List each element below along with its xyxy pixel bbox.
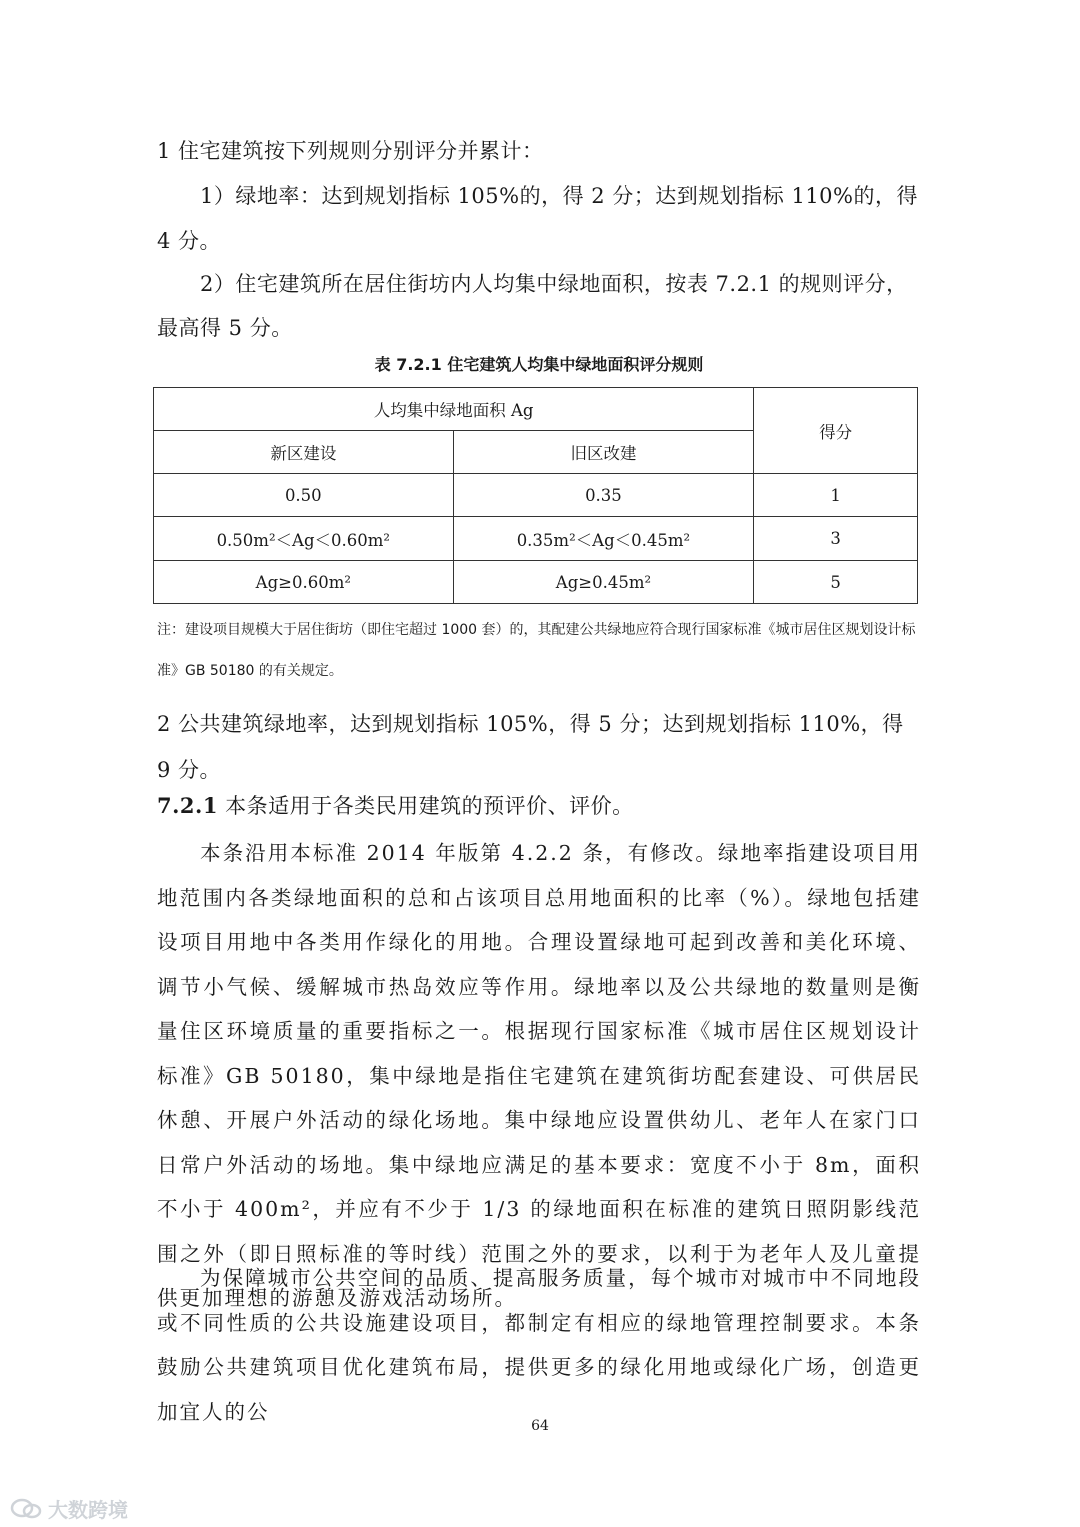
table-row — [154, 517, 918, 561]
watermark — [10, 1494, 128, 1523]
table-note: 注：建设项目规模大于居住街坊（即住宅超过 1000 套）的，其配建公共绿地应符合现行国家标准《城市居住区规划设计标准》GB 50180 的有关规定。 — [157, 622, 916, 679]
clause-7-2-1 — [157, 784, 921, 828]
rule-1-item-2: 2）住宅建筑所在居住街坊内人均集中绿地面积，按表 7.2.1 的规则评分，最高得 5 分。 — [157, 272, 908, 340]
rule-1-item-1: 1）绿地率：达到规划指标 105%的，得 2 分；达到规划指标 110%的，得 4 分。 — [157, 184, 918, 253]
rule-1-title — [157, 128, 921, 174]
table-cell: 3 — [754, 517, 918, 561]
table-row — [154, 474, 918, 517]
rule-1-title-text: 1 住宅建筑按下列规则分别评分并累计： — [157, 139, 544, 163]
table-cell: 0.50 — [154, 474, 454, 517]
new-area-header-cell: 新区建设 — [154, 431, 454, 474]
table-caption: 表 7.2.1 住宅建筑人均集中绿地面积评分规则 — [374, 355, 704, 374]
watermark-text: 大数跨境 — [48, 1498, 128, 1522]
table-cell: 0.35 — [453, 474, 754, 517]
page-number: 64 — [531, 1418, 549, 1434]
table-cell: Ag≥0.45m² — [453, 561, 754, 604]
table-header-row — [154, 388, 918, 431]
table-cell: 0.50m²＜Ag＜0.60m² — [154, 517, 454, 561]
rule-2: 2 公共建筑绿地率，达到规划指标 105%，得 5 分；达到规划指标 110%，得 9 分。 — [157, 712, 904, 782]
group-header-cell: 人均集中绿地面积 Ag — [154, 388, 754, 431]
explanation-paragraph-2: 为保障城市公共空间的品质、提高服务质量，每个城市对城市中不同地段或不同性质的公共设施建设项目，都制定有相应的绿地管理控制要求。本条鼓励公共建筑项目优化建筑布局，提供更多的绿化用地或绿化广场，创造更加宜人的公 — [157, 1266, 921, 1424]
clause-number: 7.2.1 — [157, 793, 218, 818]
explanation-paragraph-1: 本条沿用本标准 2014 年版第 4.2.2 条，有修改。绿地率指建设项目用地范围内各类绿地面积的总和占该项目总用地面积的比率（%）。绿地包括建设项目用地中各类用作绿化的用地。合理设置绿地可起到改善和美化环境、调节小气候、缓解城市热岛效应等作用。绿地率以及公共绿地的数量则是衡量住区环境质量的重要指标之一。根据现行国家标准《城市居住区规划设计标准》GB 50180，集中绿地是指住宅建筑在建筑街坊配套建设、可供居民休憩、开展户外活动的绿化场地。集中绿地应设置供幼儿、老年人在家门口日常户外活动的场地。集中绿地应满足的基本要求：宽度不小于 8m，面积不小于 400m²，并应有不少于 1/3 的绿地面积在标准的建筑日照阴影线范围之外（即日照标准的等时线）范围之外的要求，以利于为老年人及儿童提供更加理想的游憩及游戏活动场所。 — [157, 841, 921, 1310]
table-cell: 1 — [754, 474, 918, 517]
table-row — [154, 561, 918, 604]
chat-bubble-icon — [10, 1497, 42, 1521]
clause-text: 本条适用于各类民用建筑的预评价、评价。 — [217, 794, 634, 818]
score-table — [153, 387, 918, 604]
old-area-header-cell: 旧区改建 — [453, 431, 754, 474]
score-header-cell: 得分 — [754, 388, 918, 474]
table-cell: 5 — [754, 561, 918, 604]
table-cell: Ag≥0.60m² — [154, 561, 454, 604]
table-cell: 0.35m²＜Ag＜0.45m² — [453, 517, 754, 561]
